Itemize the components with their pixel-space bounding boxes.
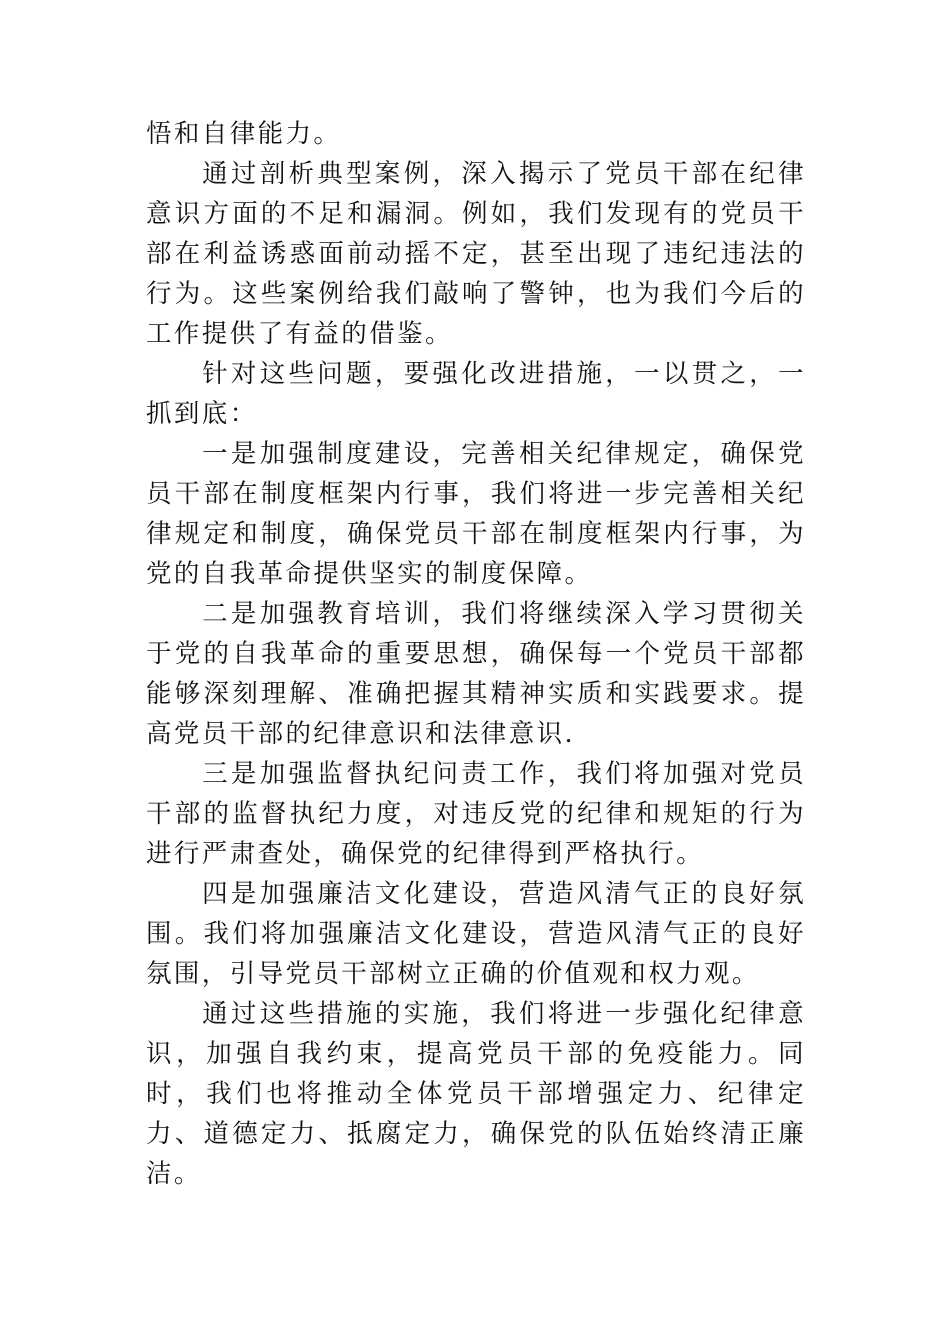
paragraph-conclusion: 通过这些措施的实施，我们将进一步强化纪律意识，加强自我约束，提高党员干部的免疫能力。同时，我们也将推动全体党员干部增强定力、纪律定力、道德定力、抵腐定力，确保党的队伍始终清正廉洁。 [146,999,806,1189]
paragraph-measure-two: 二是加强教育培训，我们将继续深入学习贯彻关于党的自我革命的重要思想，确保每一个党员干部都能够深刻理解、准确把握其精神实质和实践要求。提高党员干部的纪律意识和法律意识. [146,599,806,749]
paragraph-case-analysis: 通过剖析典型案例，深入揭示了党员干部在纪律意识方面的不足和漏洞。例如，我们发现有的党员干部在利益诱惑面前动摇不定，甚至出现了违纪违法的行为。这些案例给我们敲响了警钟，也为我们今后的工作提供了有益的借鉴。 [146,159,806,349]
paragraph-measure-one: 一是加强制度建设，完善相关纪律规定，确保党员干部在制度框架内行事，我们将进一步完善相关纪律规定和制度，确保党员干部在制度框架内行事，为党的自我革命提供坚实的制度保障。 [146,439,806,589]
paragraph-measure-four: 四是加强廉洁文化建设，营造风清气正的良好氛围。我们将加强廉洁文化建设，营造风清气正的良好氛围，引导党员干部树立正确的价值观和权力观。 [146,879,806,989]
paragraph-continuation: 悟和自律能力。 [146,119,342,149]
paragraph-measures-intro: 针对这些问题，要强化改进措施，一以贯之，一抓到底： [146,359,806,429]
document-body [146,114,806,1194]
paragraph-measure-three: 三是加强监督执纪问责工作，我们将加强对党员干部的监督执纪力度，对违反党的纪律和规矩的行为进行严肃查处，确保党的纪律得到严格执行。 [146,759,806,869]
